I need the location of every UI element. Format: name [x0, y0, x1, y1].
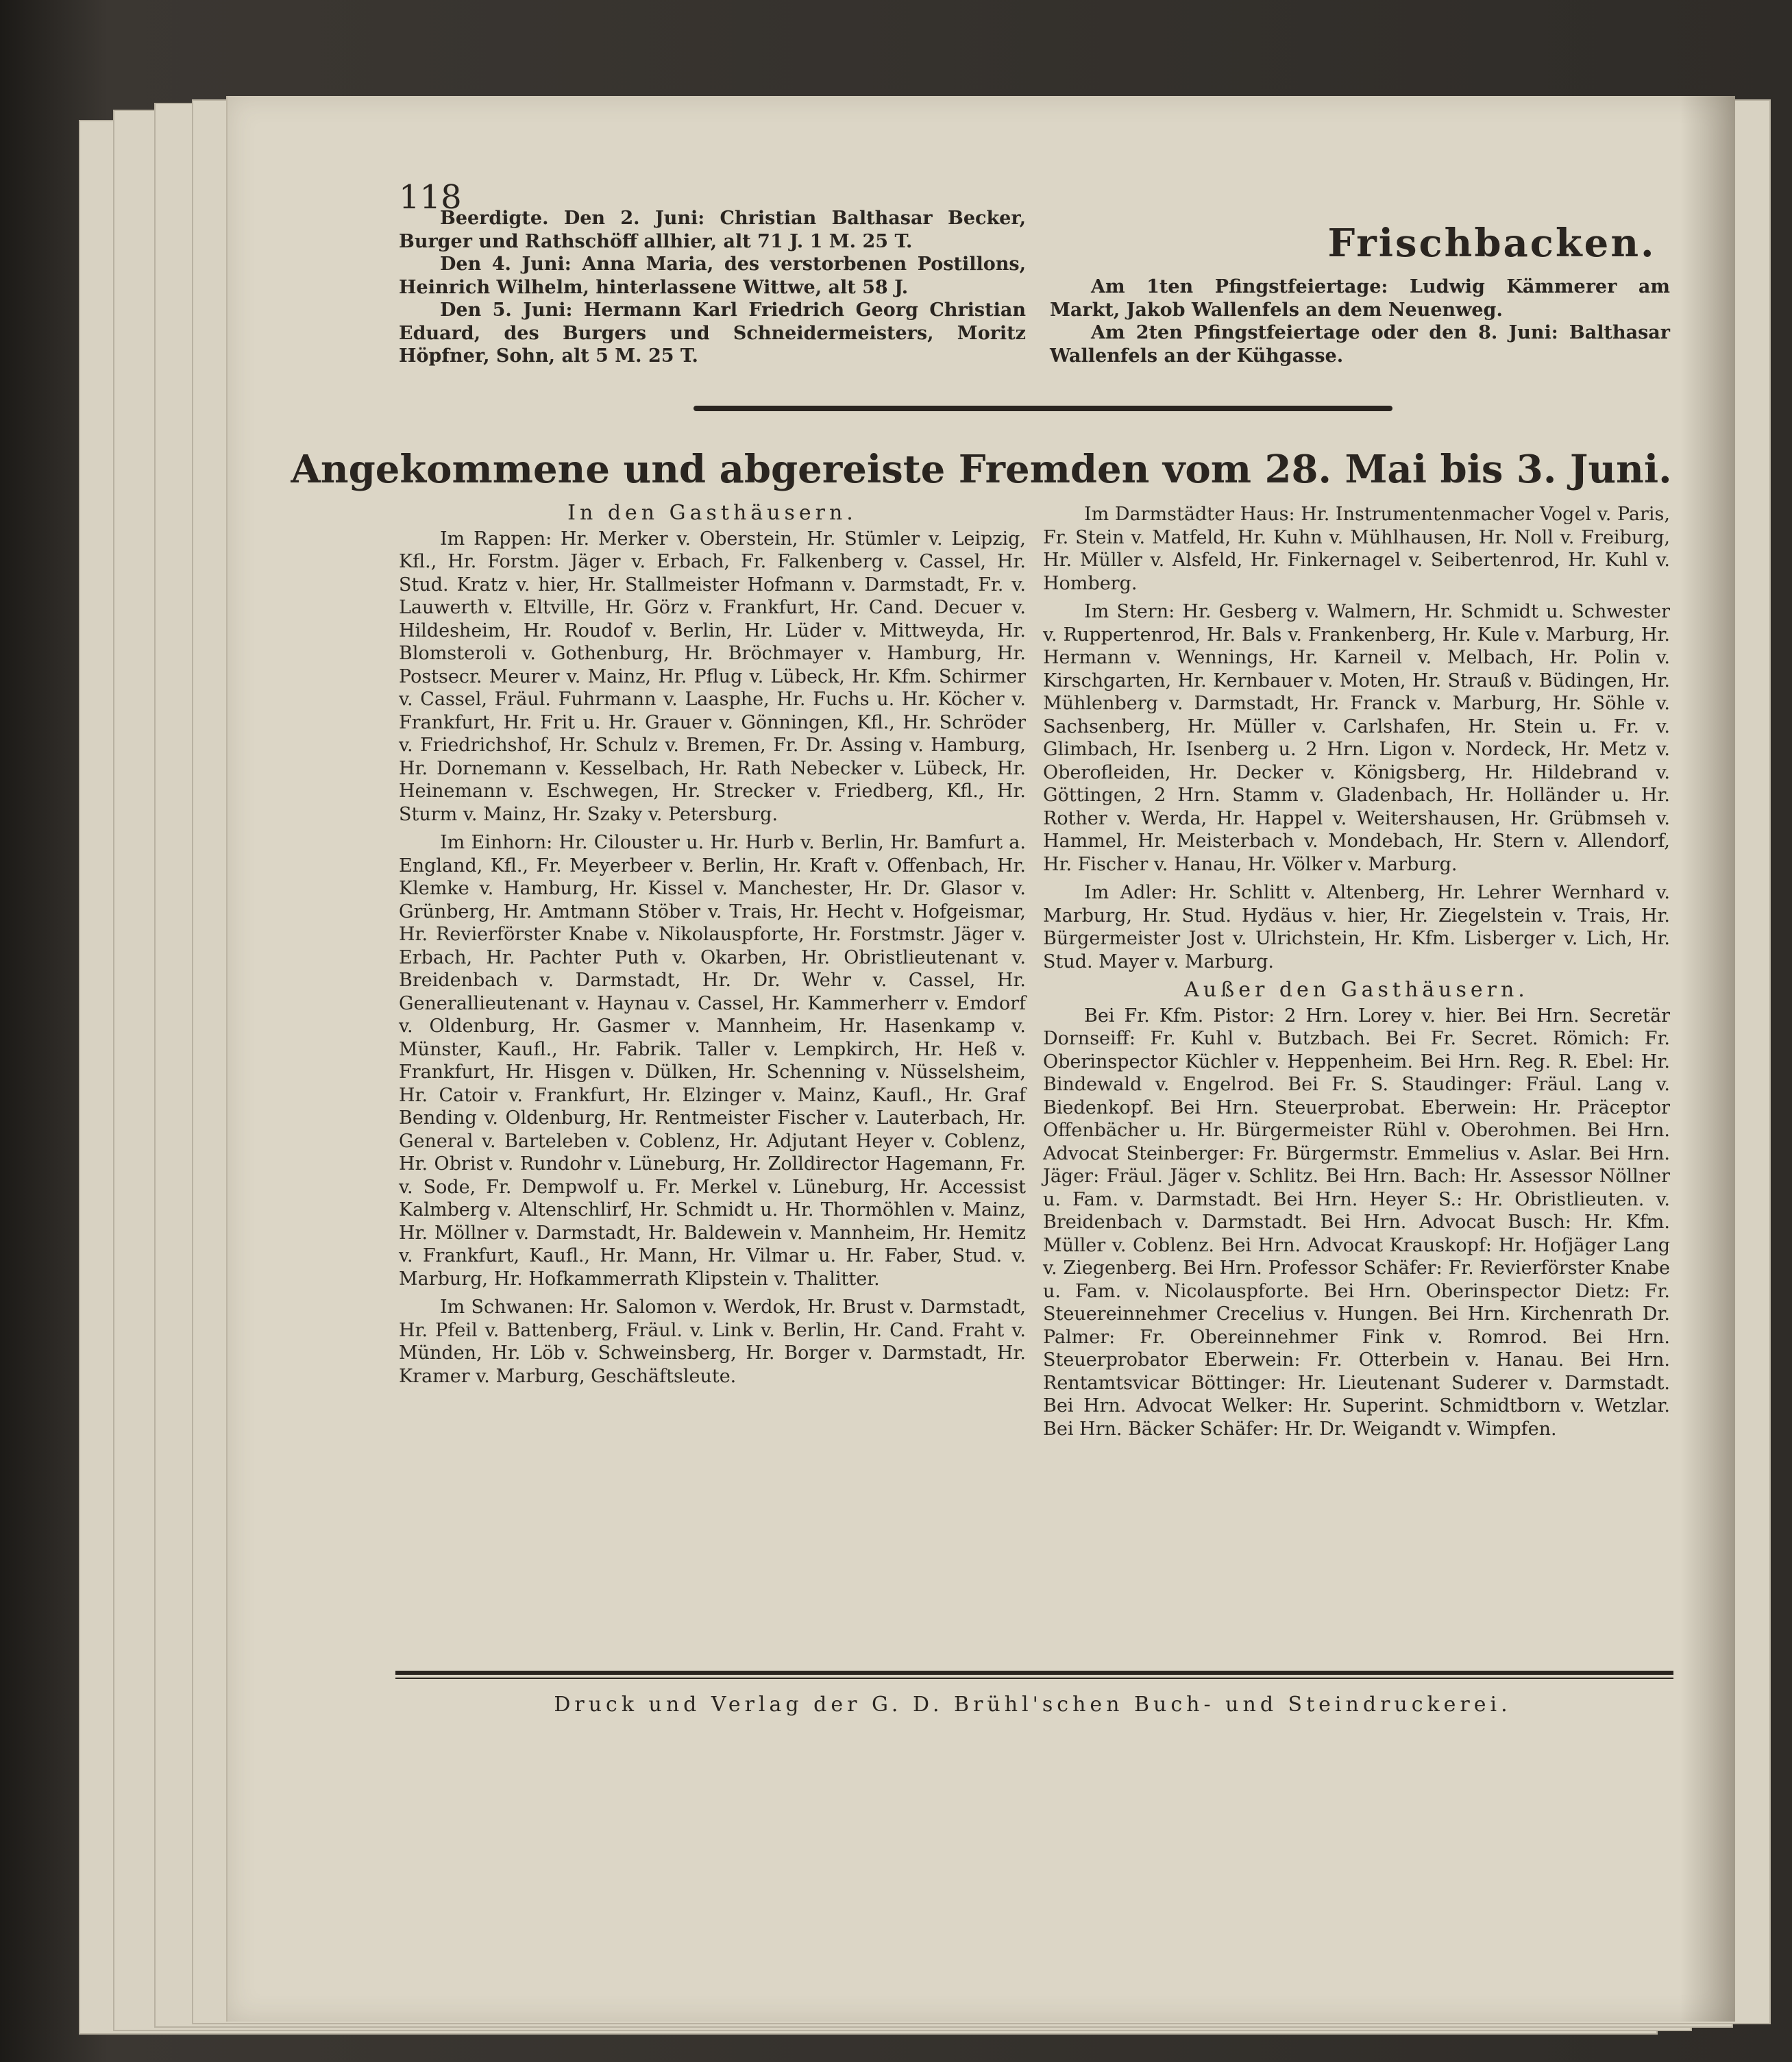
in-gasthaeusern-heading: In den Gasthäusern.: [567, 501, 857, 525]
frischbacken-section: [1050, 275, 1670, 367]
beerdigte-entry: Den 5. Juni: Hermann Karl Friedrich Georg Christian Eduard, des Burgers und Schneidermeisters, Moritz Höpfner, Sohn, alt 5 M. 25 T.: [399, 299, 1026, 367]
right-column: [1043, 503, 1670, 1440]
newspaper-page: [226, 96, 1735, 2022]
inn-stern: Im Stern: Hr. Gesberg v. Walmern, Hr. Schmidt u. Schwester v. Ruppertenrod, Hr. Bals v. Frankenberg, Hr. Kule v. Marburg, Hr. Hermann v. Wennings, Hr. Karneil v. Melbach, Hr. Polin v. Kirschgarten, Hr. Kernbauer v. Moten, Hr. Strauß v. Büdingen, Hr. Mühlenberg v. Darmstadt, Hr. Franck v. Marburg, Hr. Söhle v. Sachsenberg, Hr. Müller v. Carlshafen, Hr. Stein u. Fr. v. Glimbach, Hr. Isenberg u. 2 Hrn. Ligon v. Nordeck, Hr. Metz v. Oberofleiden, Hr. Decker v. Königsberg, Hr. Hildebrand v. Göttingen, 2 Hrn. Stamm v. Gladenbach, Hr. Holländer u. Hr. Rother v. Werda, Hr. Happel v. Weitershausen, Hr. Grübmseh v. Hammel, Hr. Meisterbach v. Mondebach, Hr. Stern v. Allendorf, Hr. Fischer v. Hanau, Hr. Völker v. Marburg.: [1043, 601, 1670, 875]
inn-darmstaedter-haus: Im Darmstädter Haus: Hr. Instrumentenmacher Vogel v. Paris, Fr. Stein v. Matfeld, Hr. Kuhn v. Mühlhausen, Hr. Noll v. Freiburg, Hr. Müller v. Alsfeld, Hr. Finkernagel v. Seibertenrod, Hr. Kuhl v. Homberg.: [1043, 504, 1670, 594]
beerdigte-entry: Den 4. Juni: Anna Maria, des verstorbenen Postillons, Heinrich Wilhelm, hinterlassene Wittwe, alt 58 J.: [399, 254, 1026, 298]
beerdigte-section: [399, 207, 1026, 368]
imprint-footer: Druck und Verlag der G. D. Brühl'schen Buch- und Steindruckerei.: [554, 1693, 1512, 1717]
frischbacken-entry: Am 2ten Pfingstfeiertage oder den 8. Juni: Balthasar Wallenfels an der Kühgasse.: [1050, 322, 1670, 367]
page-edge-shadow: [1680, 96, 1735, 2022]
inn-rappen: Im Rappen: Hr. Merker v. Oberstein, Hr. Stümler v. Leipzig, Kfl., Hr. Forstm. Jäger v. Erbach, Fr. Falkenberg v. Cassel, Hr. Stud. Kratz v. hier, Hr. Stallmeister Hofmann v. Darmstadt, Fr. v. Lauwerth v. Eltville, Hr. Görz v. Frankfurt, Hr. Cand. Decuer v. Hildesheim, Hr. Roudof v. Berlin, Hr. Lüder v. Mittweyda, Hr. Blomsteroli v. Gothenburg, Hr. Bröchmayer v. Hamburg, Hr. Postsecr. Meurer v. Mainz, Hr. Pflug v. Lübeck, Hr. Kfm. Schirmer v. Cassel, Fräul. Fuhrmann v. Laasphe, Hr. Fuchs u. Hr. Köcher v. Frankfurt, Hr. Frit u. Hr. Grauer v. Gönningen, Kfl., Hr. Schröder v. Friedrichshof, Hr. Schulz v. Bremen, Fr. Dr. Assing v. Hamburg, Hr. Dornemann v. Kesselbach, Hr. Rath Nebecker v. Lübeck, Hr. Heinemann v. Eschwegen, Hr. Strecker v. Friedberg, Kfl., Hr. Sturm v. Mainz, Hr. Szaky v. Petersburg.: [399, 528, 1026, 825]
footer-rule: [395, 1671, 1673, 1675]
inn-einhorn: Im Einhorn: Hr. Cilouster u. Hr. Hurb v. Berlin, Hr. Bamfurt a. England, Kfl., Fr. Meyerbeer v. Berlin, Hr. Kraft v. Offenbach, Hr. Klemke v. Hamburg, Hr. Kissel v. Manchester, Hr. Dr. Glasor v. Grünberg, Hr. Amtmann Stöber v. Trais, Hr. Hecht v. Hofgeismar, Hr. Revierförster Knabe v. Nikolauspforte, Hr. Forstmstr. Jäger v. Erbach, Hr. Pachter Puth v. Okarben, Hr. Obristlieutenant v. Breidenbach v. Darmstadt, Hr. Dr. Wehr v. Cassel, Hr. Generallieutenant v. Haynau v. Cassel, Hr. Kammerherr v. Emdorf v. Oldenburg, Hr. Gasmer v. Mannheim, Hr. Hasenkamp v. Münster, Kaufl., Hr. Fabrik. Taller v. Lempkirch, Hr. Heß v. Frankfurt, Hr. Hisgen v. Dülken, Hr. Schenning v. Nüsselsheim, Hr. Catoir v. Frankfurt, Hr. Elzinger v. Mainz, Kaufl., Hr. Graf Bending v. Oldenburg, Hr. Rentmeister Fischer v. Lauterbach, Hr. General v. Barteleben v. Coblenz, Hr. Adjutant Heyer v. Coblenz, Hr. Obrist v. Rundohr v. Lüneburg, Hr. Zolldirector Hagemann, Fr. v. Sode, Fr. Dempwolf u. Fr. Merkel v. Lüneburg, Hr. Accessist Kalmberg v. Altenschlirf, Hr. Schmidt u. Hr. Thormöhlen v. Mainz, Hr. Möllner v. Darmstadt, Hr. Baldewein v. Mannheim, Hr. Hemitz v. Frankfurt, Kaufl., Hr. Mann, Hr. Vilmar u. Hr. Faber, Stud. v. Marburg, Hr. Hofkammerrath Klipstein v. Thalitter.: [399, 832, 1026, 1290]
main-title: Angekommene und abgereiste Fremden vom 28. Mai bis 3. Juni.: [291, 447, 1672, 492]
frischbacken-title: Frischbacken.: [1327, 221, 1656, 266]
inn-adler: Im Adler: Hr. Schlitt v. Altenberg, Hr. Lehrer Wernhard v. Marburg, Hr. Stud. Hydäus v. hier, Hr. Ziegelstein v. Trais, Hr. Bürgermeister Jost v. Ulrichstein, Hr. Kfm. Lisberger v. Lich, Hr. Stud. Mayer v. Marburg.: [1043, 882, 1670, 972]
ausser-gasthaeusern-heading: Außer den Gasthäusern.: [1184, 978, 1529, 1002]
footer-rule-thin: [395, 1678, 1673, 1679]
ausser-gasthaeusern-text: Bei Fr. Kfm. Pistor: 2 Hrn. Lorey v. hier. Bei Hrn. Secretär Dornseiff: Fr. Kuhl v. Butzbach. Bei Fr. Secret. Römich: Fr. Oberinspector Küchler v. Heppenheim. Bei Hrn. Reg. R. Ebel: Hr. Bindewald v. Engelrod. Bei Fr. S. Staudinger: Fräul. Lang v. Biedenkopf. Bei Hrn. Steuerprobat. Eberwein: Hr. Präceptor Offenbächer u. Hr. Bürgermeister Rühl v. Oberohmen. Bei Hrn. Advocat Steinberger: Fr. Bürgermstr. Emmelius v. Aslar. Bei Hrn. Jäger: Fräul. Jäger v. Schlitz. Bei Hrn. Bach: Hr. Assessor Nöllner u. Fam. v. Darmstadt. Bei Hrn. Heyer S.: Hr. Obristlieuten. v. Breidenbach v. Darmstadt. Bei Hrn. Advocat Busch: Hr. Kfm. Müller v. Coblenz. Bei Hrn. Advocat Krauskopf: Hr. Hofjäger Lang v. Ziegenberg. Bei Hrn. Professor Schäfer: Fr. Revierförster Knabe u. Fam. v. Nicolauspforte. Bei Hrn. Oberinspector Dietz: Fr. Steuereinnehmer Crecelius v. Hungen. Bei Hrn. Kirchenrath Dr. Palmer: Fr. Obereinnehmer Fink v. Romrod. Bei Hrn. Steuerprobator Eberwein: Fr. Otterbein v. Hanau. Bei Hrn. Rentamtsvicar Böttinger: Hr. Lieutenant Suderer v. Darmstadt. Bei Hrn. Advocat Welker: Hr. Superint. Schmidtborn v. Wetzlar. Bei Hrn. Bäcker Schäfer: Hr. Dr. Weigandt v. Wimpfen.: [1043, 1005, 1670, 1440]
page-number: 118: [399, 178, 462, 217]
inn-schwanen: Im Schwanen: Hr. Salomon v. Werdok, Hr. Brust v. Darmstadt, Hr. Pfeil v. Battenberg, Fräul. v. Link v. Berlin, Hr. Cand. Fraht v. Münden, Hr. Löb v. Schweinsberg, Hr. Borger v. Darmstadt, Hr. Kramer v. Marburg, Geschäftsleute.: [399, 1297, 1026, 1387]
left-column: [399, 499, 1026, 1388]
beerdigte-entry: Beerdigte. Den 2. Juni: Christian Balthasar Becker, Burger und Rathschöff allhier, alt 71 J. 1 M. 25 T.: [399, 208, 1026, 252]
section-divider: [694, 406, 1392, 411]
frischbacken-entry: Am 1ten Pfingstfeiertage: Ludwig Kämmerer am Markt, Jakob Wallenfels an dem Neuenweg.: [1050, 276, 1670, 321]
